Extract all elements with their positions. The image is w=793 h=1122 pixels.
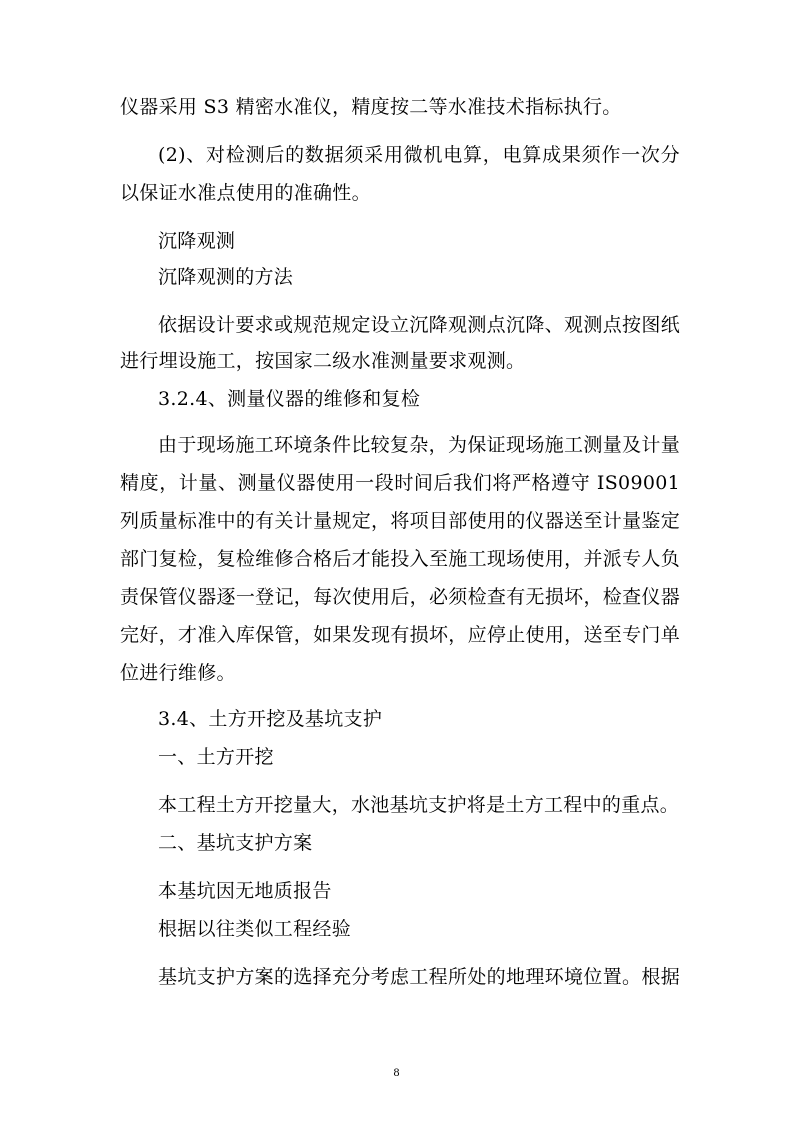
text-line: 依据设计要求或规范规定设立沉降观测点沉降、观测点按图纸 [158,314,680,336]
text-line: 责保管仪器逐一登记，每次使用后，必须检查有无损坏，检查仪器 [120,586,680,608]
text-line: (2)、对检测后的数据须采用微机电算，电算成果须作一次分 [158,144,680,166]
text-line: 仪器采用 S3 精密水准仪，精度按二等水准技术指标执行。 [120,96,622,118]
text-line: 本基坑因无地质报告 [158,880,332,902]
text-line: 位进行维修。 [120,662,236,684]
text-line: 由于现场施工环境条件比较复杂，为保证现场施工测量及计量 [158,434,680,456]
section-heading: 3.2.4、测量仪器的维修和复检 [158,388,421,410]
text-line: 部门复检，复检维修合格后才能投入至施工现场使用，并派专人负 [120,548,680,570]
text-line: 基坑支护方案的选择充分考虑工程所处的地理环境位置。根据 [158,966,680,988]
text-line: 精度，计量、测量仪器使用一段时间后我们将严格遵守 IS09001 [120,472,680,494]
text-line: 本工程土方开挖量大，水池基坑支护将是土方工程中的重点。 [158,794,680,816]
text-line: 根据以往类似工程经验 [158,918,352,940]
section-heading: 沉降观测 [158,230,236,252]
page-number: 8 [393,1065,400,1079]
section-heading: 二、基坑支护方案 [158,832,313,854]
text-line: 进行埋设施工，按国家二级水准测量要求观测。 [120,350,526,372]
section-heading: 一、土方开挖 [158,746,274,768]
text-line: 以保证水准点使用的准确性。 [120,182,371,204]
section-heading: 3.4、土方开挖及基坑支护 [158,708,383,730]
section-heading: 沉降观测的方法 [158,266,294,288]
text-line: 列质量标准中的有关计量规定，将项目部使用的仪器送至计量鉴定 [120,510,680,532]
text-line: 完好，才准入库保管，如果发现有损坏，应停止使用，送至专门单 [120,624,680,646]
